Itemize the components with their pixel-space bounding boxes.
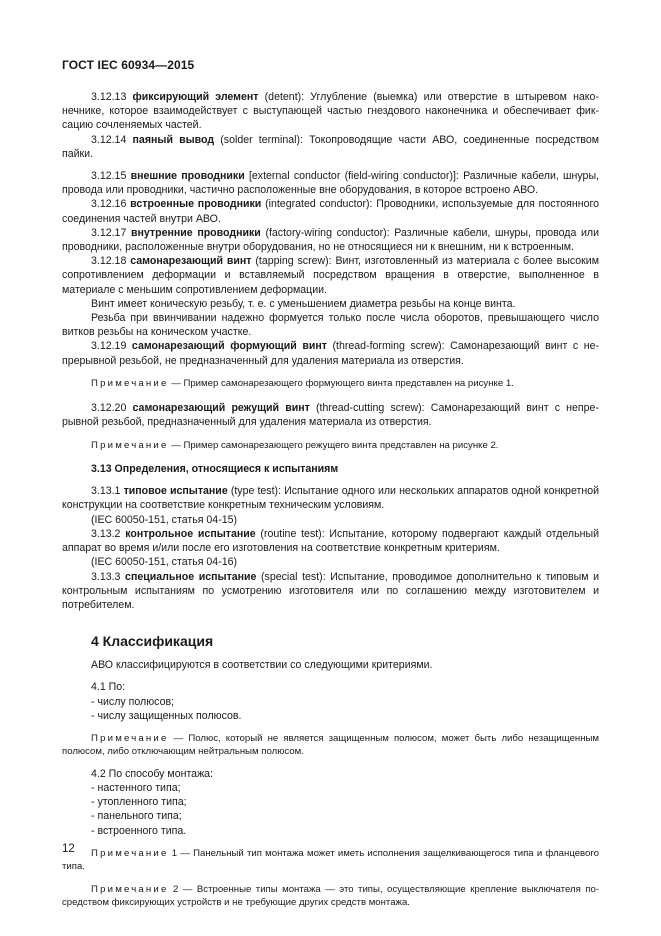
definition-text: [external conductor (field-wiring conductor)]: Различные кабели, шнуры, провода или проводники, частично расположенные вне оборудования, в которое встроено АВО.: [62, 170, 600, 197]
note-label: Примечание: [91, 883, 169, 895]
page-number: 12: [62, 843, 75, 855]
clause-number: 3.12.13: [91, 91, 127, 103]
paragraph: АВО классифицируются в соответствии со следующими критериями.: [91, 659, 433, 672]
list-item: - встроенного типа.: [91, 824, 187, 837]
term: паяный вывод: [132, 133, 215, 146]
definition-text: (routine test): Испытание, которому подвергают каждый отдельный аппарат во время и/или после его изготовления на соответствие конкретным критериям.: [62, 527, 599, 555]
term: специальное испытание: [125, 570, 257, 583]
note-text: — Пример самонарезающего формующего винта представлен на рисунке 1.: [168, 377, 514, 389]
note-text: — Пример самонарезающего режущего винта представлен на рисунке 2.: [168, 439, 499, 451]
clause-number: 3.12.19: [91, 340, 127, 353]
document-body: [62, 90, 599, 909]
note-text: 2 — Встроенные типы монтажа — это типы, осуществляющие крепление выключателя посредством фиксирующих устройств и не требующие других средств монтажа.: [62, 883, 599, 908]
list-item: - числу полюсов;: [91, 695, 175, 708]
list-item: - настенного типа;: [91, 781, 181, 794]
term: внешние проводники: [130, 170, 245, 183]
paragraph: 4.2 По способу монтажа:: [91, 767, 213, 780]
note-text: — Полюс, который не является защищенным полюсом, может быть либо незащищенным полюсом, либо отключающим нейтральным полюсом.: [62, 732, 599, 758]
clause-number: 3.12.17: [91, 226, 127, 239]
definition-3-12-19: [62, 339, 599, 367]
note: [62, 847, 599, 874]
definition-3-12-17: [62, 226, 599, 254]
definition-text: (detent): Углубление (выемка) или отверстие в штыревом наконечнике, которое взаимодействует с выступающей частью гнездового наконечника и обеспечивает фиксацию сочленяемых частей.: [62, 91, 599, 132]
note: [62, 439, 599, 452]
note: [62, 732, 599, 759]
term: самонарезающий формующий винт: [131, 340, 327, 353]
definition-text: (solder terminal): Токопроводящие части АВО, соединенные посредством пайки.: [62, 133, 599, 160]
list-item: - числу защищенных полюсов.: [91, 709, 242, 722]
note: [62, 883, 599, 910]
subsection-heading: 3.13 Определения, относящиеся к испытаниям: [91, 463, 339, 476]
note-label: Примечание: [91, 439, 169, 451]
clause-number: 3.13.3: [91, 570, 121, 583]
definition-text: (factory-wiring conductor): Различные кабели, шнуры, провода или проводники, расположенные внутри оборудования, но не относящиеся ни к внешним, ни к встроенным.: [62, 226, 599, 254]
definition-3-12-18: [62, 254, 599, 297]
note-text: 1 — Панельный тип монтажа может иметь исполнения защелкивающегося типа и фланцевого типа.: [62, 847, 599, 873]
reference: (IEC 60050-151, статья 04-16): [91, 556, 238, 569]
paragraph: Винт имеет коническую резьбу, т. е. с уменьшением диаметра резьбы на конце винта.: [91, 297, 516, 310]
note: [62, 377, 599, 390]
definition-text: (type test): Испытание одного или нескольких аппаратов одной конкретной конструкции на соответствие конкретным техническим условиям.: [62, 485, 600, 512]
term: встроенные проводники: [130, 198, 262, 211]
clause-number: 3.13.1: [91, 485, 121, 498]
clause-number: 3.12.16: [91, 198, 127, 211]
list-item: - утопленного типа;: [91, 796, 187, 809]
definition-text: (integrated conductor): Проводники, используемые для постоянного соединения частей внутри АВО.: [62, 198, 599, 225]
term: типовое испытание: [123, 485, 228, 498]
clause-number: 3.12.20: [91, 402, 127, 415]
list-item: - панельного типа;: [91, 810, 182, 823]
definition-3-12-16: [62, 197, 599, 225]
list: [62, 695, 599, 723]
clause-number: 3.12.14: [91, 133, 127, 146]
term: самонарезающий винт: [130, 255, 252, 268]
term: контрольное испытание: [125, 527, 256, 540]
definition-3-13-2: [62, 527, 599, 555]
term: внутренние проводники: [131, 226, 261, 239]
reference: (IEC 60050-151, статья 04-15): [91, 513, 238, 526]
paragraph: Резьба при ввинчивании надежно формуется только после числа оборотов, превышающего число витков резьбы на коническом участке.: [62, 312, 599, 339]
definition-3-13-1: [62, 484, 599, 512]
definition-text: (tapping screw): Винт, изготовленный из материала с более высоким сопротивлением деформации и вставляемый посредством вращения в отверстие, выполненное в материале с меньшим сопротивлением деформации.: [62, 255, 599, 296]
clause-number: 3.13.2: [91, 527, 121, 540]
note-label: Примечание: [91, 732, 169, 744]
definition-3-12-14: [62, 133, 599, 161]
section-heading: 4 Классификация: [91, 633, 214, 650]
list: [62, 781, 599, 838]
clause-number: 3.12.18: [91, 255, 127, 268]
document-header: ГОСТ IEC 60934—2015: [62, 58, 195, 72]
clause-number: 3.12.15: [91, 170, 127, 183]
definition-3-12-20: [62, 401, 599, 429]
term: фиксирующий элемент: [132, 91, 259, 103]
definition-3-13-3: [62, 570, 599, 613]
note-label: Примечание: [91, 847, 169, 859]
paragraph: 4.1 По:: [91, 681, 126, 694]
definition-text: (special test): Испытание, проводимое дополнительно к типовым и контрольным испытаниям по усмотрению изготовителя или по соглашению между изготовителем и потребителем.: [62, 570, 599, 611]
definition-text: (thread-cutting screw): Самонарезающий винт с непрерывной резьбой, предназначенный для удаления материала из отверстия.: [62, 402, 599, 429]
definition-text: (thread-forming screw): Самонарезающий винт с непрерывной резьбой, не предназначенный для удаления материала из отверстия.: [62, 340, 599, 367]
note-label: Примечание: [91, 377, 169, 389]
term: самонарезающий режущий винт: [132, 402, 310, 415]
definition-3-12-15: [62, 169, 599, 197]
definition-3-12-13: [62, 90, 599, 133]
